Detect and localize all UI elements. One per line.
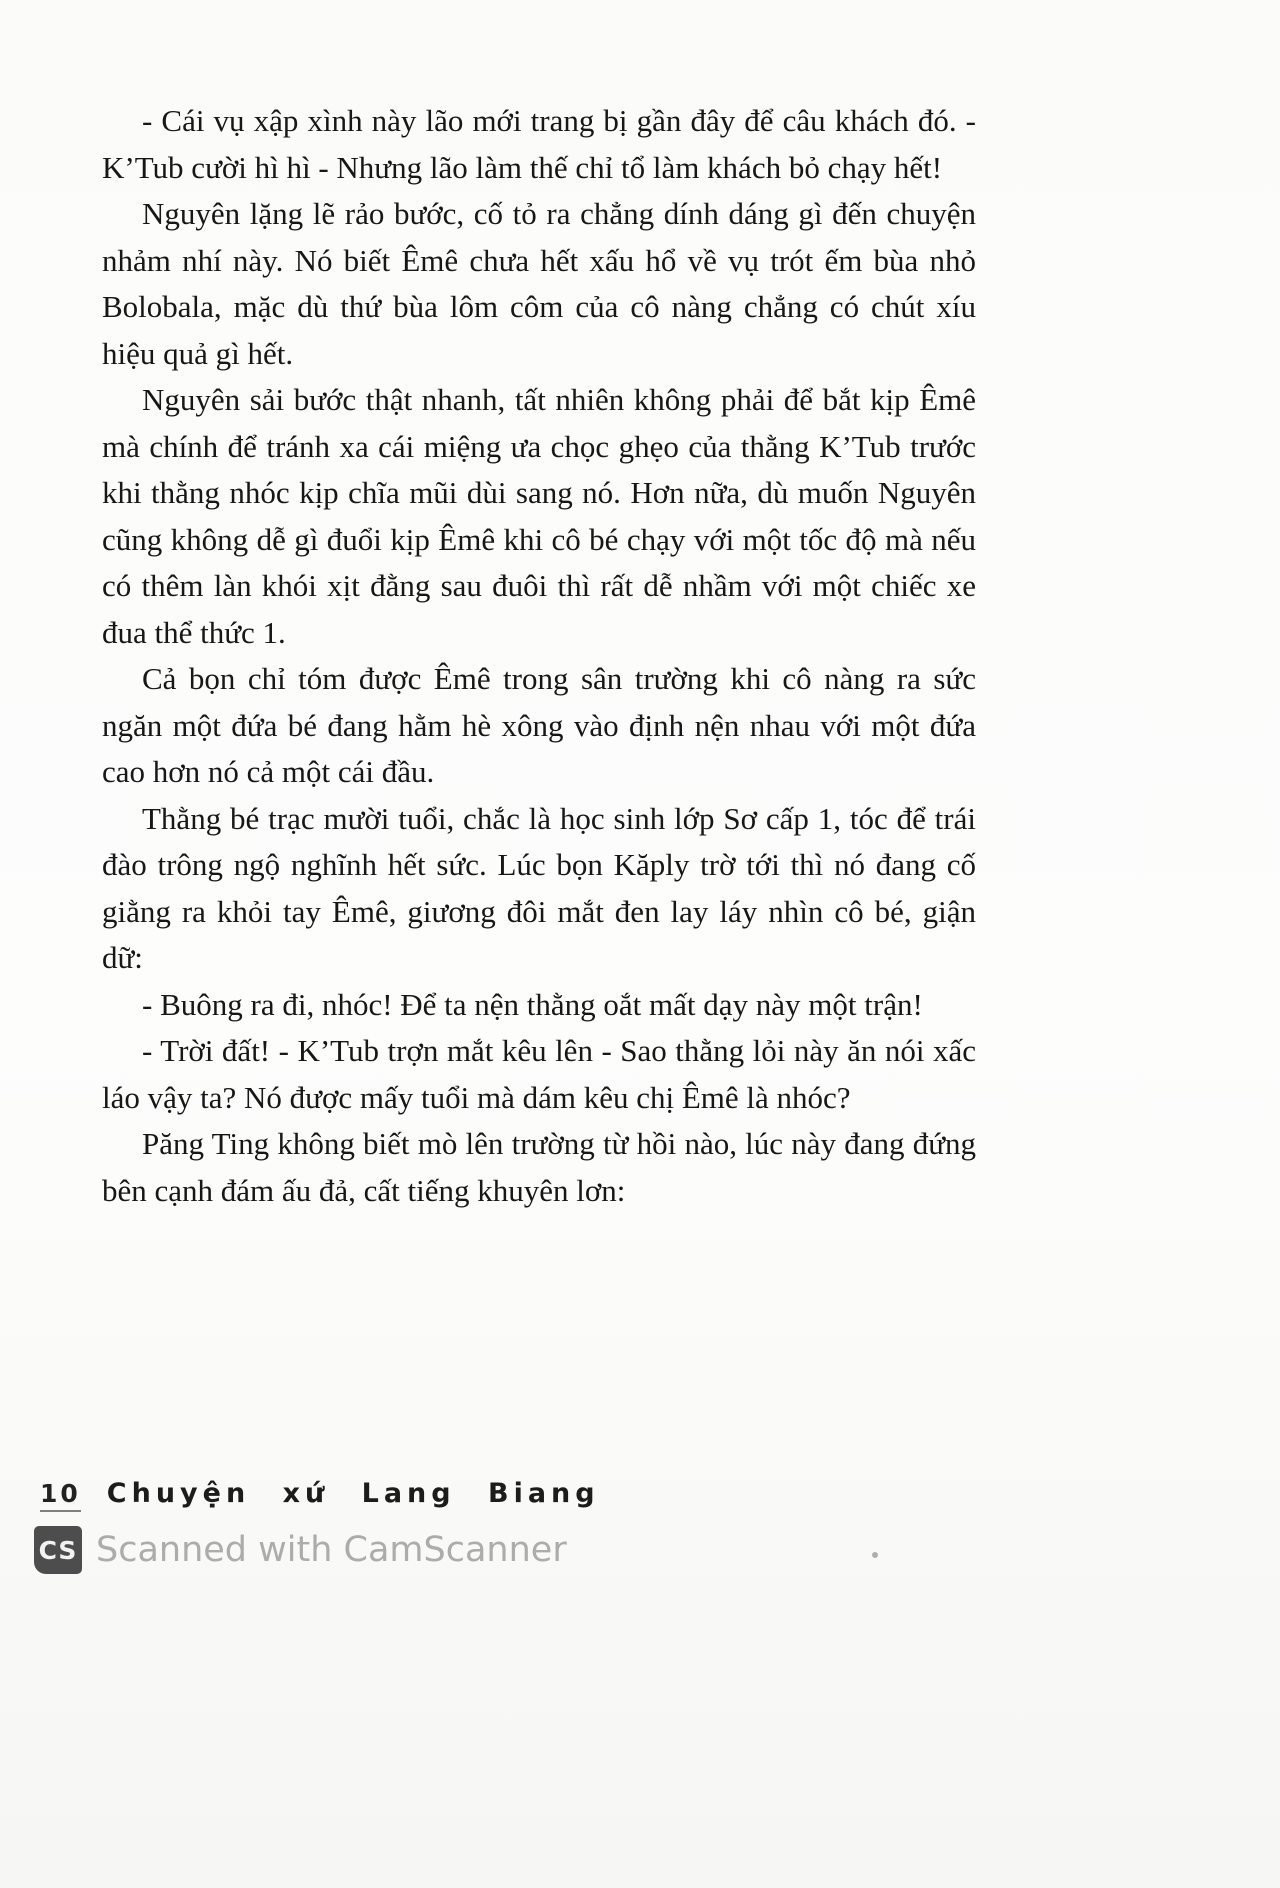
camscanner-logo-icon: CS bbox=[34, 1526, 82, 1574]
scan-artifact-dot bbox=[872, 1552, 878, 1558]
book-title: Chuyện xứ Lang Biang bbox=[106, 1478, 600, 1509]
paragraph: Thằng bé trạc mười tuổi, chắc là học sinh lớp Sơ cấp 1, tóc để trái đào trông ngộ nghĩnh hết sức. Lúc bọn Kăply trờ tới thì nó đang cố giằng ra khỏi tay Êmê, giương đôi mắt đen lay láy nhìn cô bé, giận dữ: bbox=[102, 800, 976, 975]
page-footer bbox=[40, 1478, 600, 1512]
watermark-text: Scanned with CamScanner bbox=[96, 1530, 567, 1570]
camscanner-watermark bbox=[34, 1526, 567, 1574]
body-text bbox=[102, 98, 976, 1214]
paragraph: - Cái vụ xập xình này lão mới trang bị gần đây để câu khách đó. - K’Tub cười hì hì - Nhưng lão làm thế chỉ tổ làm khách bỏ chạy hết! bbox=[102, 103, 976, 185]
paragraph: - Buông ra đi, nhóc! Để ta nện thằng oắt mất dạy này một trận! bbox=[142, 986, 923, 1022]
paragraph: Nguyên sải bước thật nhanh, tất nhiên không phải để bắt kịp Êmê mà chính để tránh xa cái miệng ưa chọc ghẹo của thằng K’Tub trước khi thằng nhóc kịp chĩa mũi dùi sang nó. Hơn nữa, dù muốn Nguyên cũng không dễ gì đuổi kịp Êmê khi cô bé chạy với một tốc độ mà nếu có thêm làn khói xịt đằng sau đuôi thì rất dễ nhầm với một chiếc xe đua thể thức 1. bbox=[102, 382, 976, 650]
paragraph: Nguyên lặng lẽ rảo bước, cố tỏ ra chẳng dính dáng gì đến chuyện nhảm nhí này. Nó biết Êmê chưa hết xấu hổ về vụ trót ếm bùa nhỏ Bolobala, mặc dù thứ bùa lôm côm của cô nàng chẳng có chút xíu hiệu quả gì hết. bbox=[102, 196, 976, 371]
paragraph: - Trời đất! - K’Tub trợn mắt kêu lên - Sao thằng lỏi này ăn nói xấc láo vậy ta? Nó được mấy tuổi mà dám kêu chị Êmê là nhóc? bbox=[102, 1033, 976, 1115]
paragraph: Cả bọn chỉ tóm được Êmê trong sân trường khi cô nàng ra sức ngăn một đứa bé đang hằm hè xông vào định nện nhau với một đứa cao hơn nó cả một cái đầu. bbox=[102, 661, 976, 789]
paragraph: Păng Ting không biết mò lên trường từ hồi nào, lúc này đang đứng bên cạnh đám ấu đả, cất tiếng khuyên lơn: bbox=[102, 1126, 976, 1208]
page-number: 10 bbox=[40, 1479, 81, 1512]
